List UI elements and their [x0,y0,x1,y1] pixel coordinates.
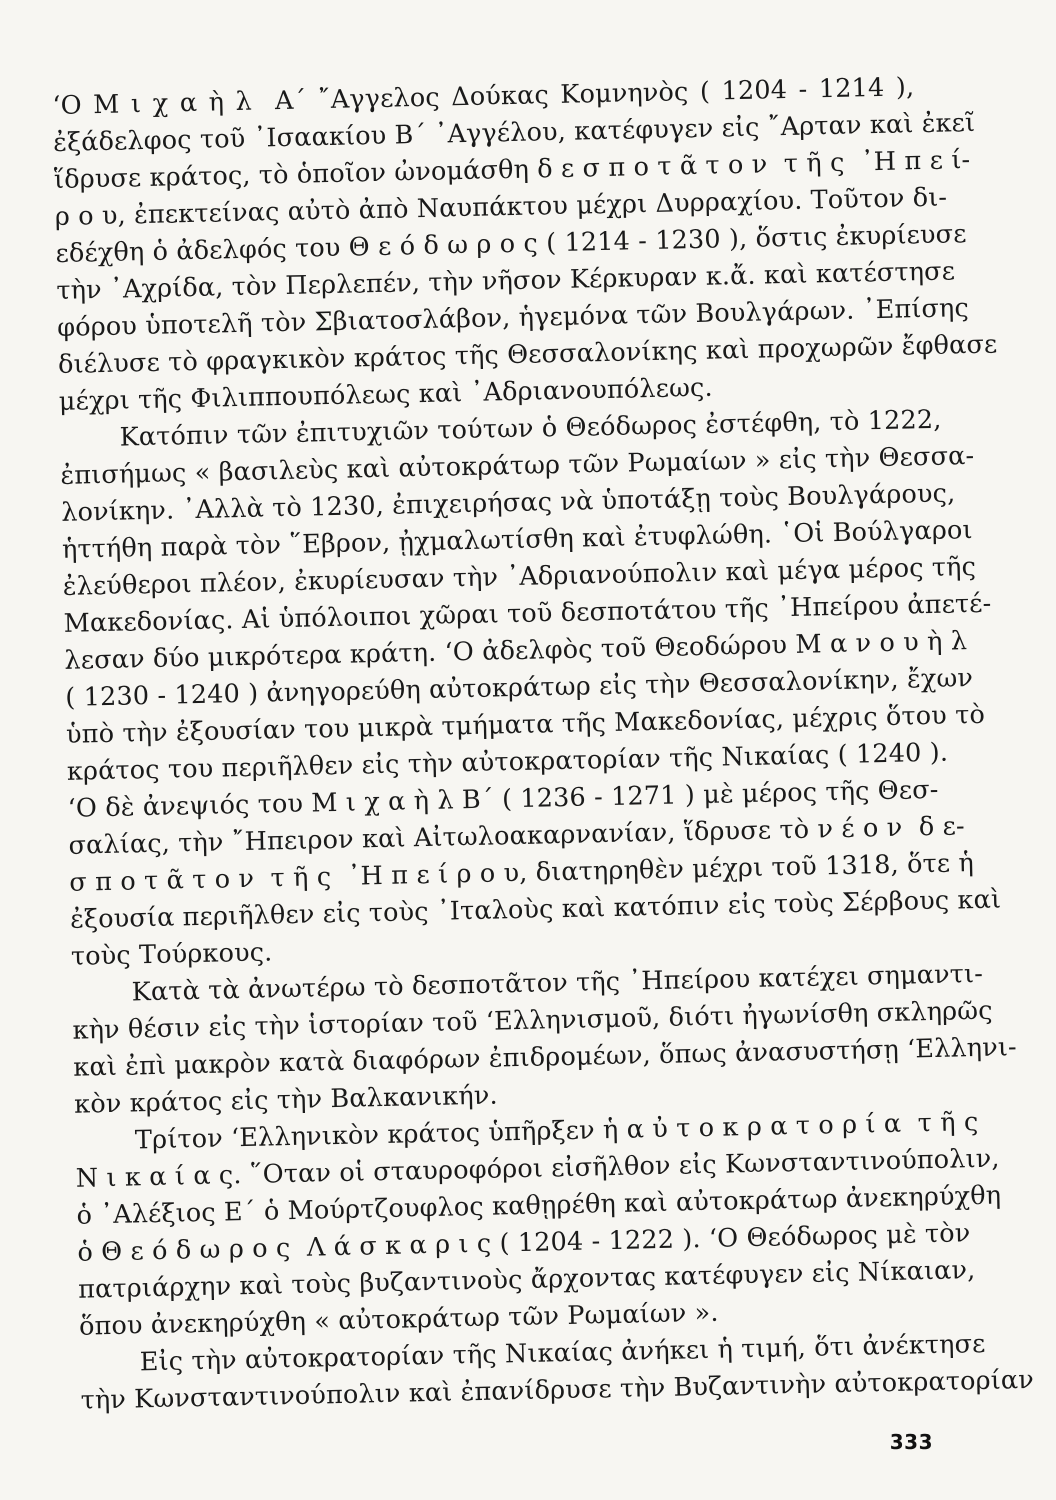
text-line: ( 1230 - 1240 ) ἀνηγορεύθη αὐτοκράτωρ εἰς τὴν Θεσσαλονίκην, ἔχων [64,663,974,713]
text-line: Εἰς τὴν αὐτοκρατορίαν τῆς Νικαίας ἀνήκει ἡ τιμή, ὅτι ἀνέκτησε [139,1328,986,1378]
text-line: λεσαν δύο μικρότερα κράτη. ‘Ο ἀδελφὸς τοῦ Θεοδώρου Μ α ν ο υ ὴ λ [64,626,968,676]
text-line: ὑπὸ τὴν ἐξουσίαν του μικρὰ τμήματα τῆς Μακεδονίας, μέχρις ὅτου τὸ [65,699,986,750]
text-line: λονίκην. ᾽Αλλὰ τὸ 1230, ἐπιχειρήσας νὰ ὑποτάξῃ τοὺς Βουλγάρους, [60,478,956,528]
text-line: ‘Ο δὲ ἀνεψιός του Μ ι χ α ὴ λ Β΄ ( 1236 - 1271 ) μὲ μέρος τῆς Θεσ- [67,774,939,824]
text-line: τοὺς Τούρκους. [70,937,273,972]
page-number: 333 [889,1430,933,1454]
text-line: κὴν θέσιν εἰς τὴν ἱστορίαν τοῦ ‘Ελληνισμοῦ, διότι ἠγωνίσθη σκληρῶς [72,995,993,1046]
text-line: ὁ Θ ε ό δ ω ρ ο ς Λ ά σ κ α ρ ι ς ( 1204 - 1222 ). ‘Ο Θεόδωρος μὲ τὸν [77,1218,971,1268]
text-line: ἐξουσία περιῆλθεν εἰς τοὺς ᾽Ιταλοὺς καὶ κατόπιν εἰς τοὺς Σέρβους καὶ [69,884,1002,935]
text-line: ἡττήθη παρὰ τὸν ῞Εβρον, ᾐχμαλωτίσθη καὶ ἐτυφλώθη. ῾Οἱ Βούλγαροι [61,515,973,565]
text-line: διέλυσε τὸ φραγκικὸν κράτος τῆς Θεσσαλονίκης καὶ προχωρῶν ἔφθασε [57,329,998,380]
text-line: Κατόπιν τῶν ἐπιτυχιῶν τούτων ὁ Θεόδωρος ἐστέφθη, τὸ 1222, [119,404,942,453]
text-line: ἐξάδελφος τοῦ ᾽Ισαακίου Β΄ ᾽Αγγέλου, κατέφυγεν εἰς ῎Αρταν καὶ ἐκεῖ [52,107,976,158]
text-line: πατριάρχην καὶ τοὺς βυζαντινοὺς ἄρχοντας κατέφυγεν εἰς Νίκαιαν, [77,1255,976,1305]
text-line: Τρίτον ‘Ελληνικὸν κράτος ὑπῆρξεν ἡ α ὐ τ ο κ ρ α τ ο ρ ί α τ ῆ ς [134,1107,979,1156]
text-line: εδέχθη ὁ ἀδελφός του Θ ε ό δ ω ρ ο ς ( 1214 - 1230 ), ὅστις ἐκυρίευσε [55,219,967,269]
text-line: μέχρι τῆς Φιλιππουπόλεως καὶ ᾽Αδριανουπόλεως. [58,372,713,417]
text-line: σ π ο τ ᾶ τ ο ν τ ῆ ς ᾽Η π ε ί ρ ο υ, διατηρηθὲν μέχρι τοῦ 1318, ὅτε ἡ [69,848,975,898]
text-line: ρ ο υ, ἐπεκτείνας αὐτὸ ἀπὸ Ναυπάκτου μέχρι Δυρραχίου. Τοῦτον δι- [54,182,948,232]
text-line: φόρου ὑποτελῆ τὸν Σβιατοσλάβον, ἡγεμόνα τῶν Βουλγάρων. ᾽Επίσης [56,293,970,343]
text-line: κὸν κράτος εἰς τὴν Βαλκανικήν. [73,1080,499,1120]
text-line: Κατὰ τὰ ἀνωτέρω τὸ δεσποτᾶτον τῆς ᾽Ηπείρου κατέχει σημαντι- [131,958,984,1008]
text-line: Ν ι κ α ί α ς. ῞Οταν οἱ σταυροφόροι εἰσῆλθον εἰς Κωνσταντινούπολιν, [75,1143,1000,1194]
page-body [52,69,1035,1416]
text-line: τὴν ᾽Αχρίδα, τὸν Περλεπέν, τὴν νῆσον Κέρκυραν κ.ἄ. καὶ κατέστησε [56,256,956,306]
text-line: ‘Ο Μ ι χ α ὴ λ Α΄ ῎Αγγελος Δούκας Κομνηνὸς ( 1204 - 1214 ), [52,72,915,121]
text-line: ἵδρυσε κράτος, τὸ ὁποῖον ὠνομάσθη δ ε σ π ο τ ᾶ τ ο ν τ ῆ ς ᾽Η π ε ί- [53,144,971,195]
text-line: ἐλεύθεροι πλέον, ἐκυρίευσαν τὴν ᾽Αδριανούπολιν καὶ μέγα μέρος τῆς [62,551,977,602]
text-line: καὶ ἐπὶ μακρὸν κατὰ διαφόρων ἐπιδρομέων, ὅπως ἀνασυστήσῃ ‘Ελληνι- [73,1032,1018,1083]
text-line: ὅπου ἀνεκηρύχθη « αὐτοκράτωρ τῶν Ρωμαίων ». [78,1297,719,1342]
text-line: Μακεδονίας. Αἱ ὑπόλοιποι χῶραι τοῦ δεσποτάτου τῆς ᾽Ηπείρου ἀπετέ- [63,588,992,639]
text-line: τὴν Κωνσταντινούπολιν καὶ ἐπανίδρυσε τὴν Βυζαντινὴν αὐτοκρατορίαν [80,1364,1035,1416]
text-line: κράτος του περιῆλθεν εἰς τὴν αὐτοκρατορίαν τῆς Νικαίας ( 1240 ). [66,737,949,787]
text-line: σαλίας, τὴν ῎Ηπειρον καὶ Αἰτωλοακαρνανίαν, ἵδρυσε τὸ ν έ ο ν δ ε- [68,811,966,861]
text-line: ἐπισήμως « βασιλεὺς καὶ αὐτοκράτωρ τῶν Ρωμαίων » εἰς τὴν Θεσσα- [60,440,975,491]
text-line: ὁ ᾽Αλέξιος Ε΄ ὁ Μούρτζουφλος καθῃρέθη καὶ αὐτοκράτωρ ἀνεκηρύχθη [76,1180,1002,1231]
